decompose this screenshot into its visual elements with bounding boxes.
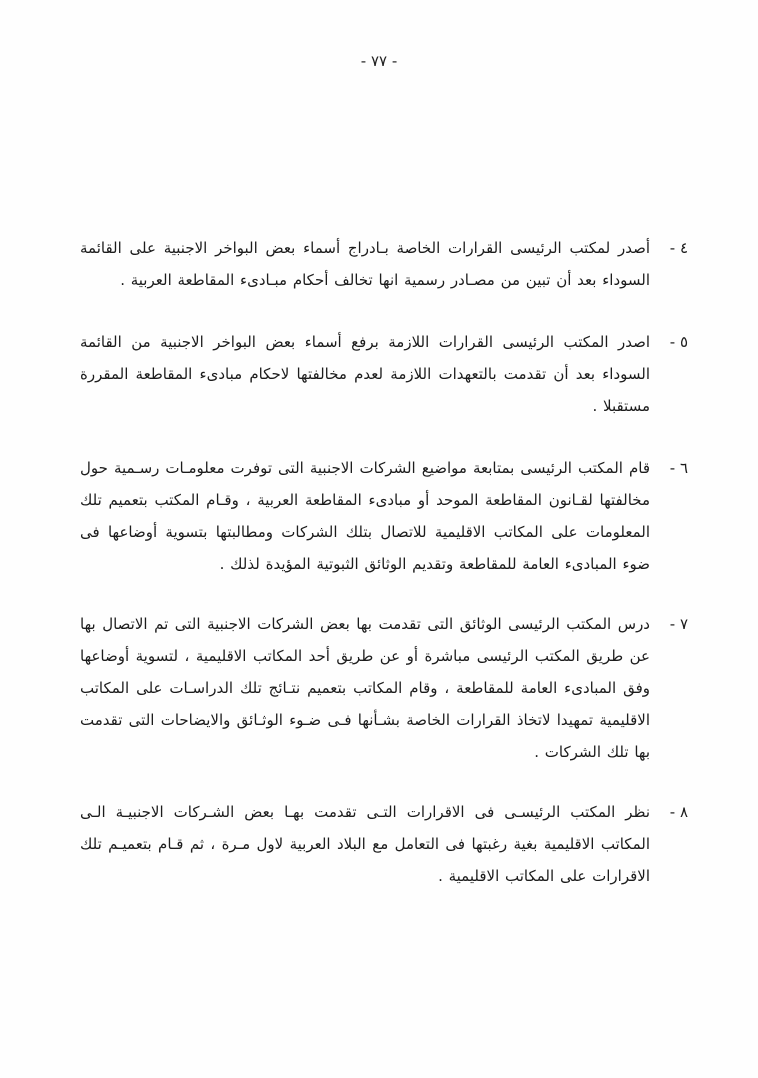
list-item — [80, 326, 688, 422]
page-number: - ٧٧ - — [360, 52, 398, 70]
item-number: ٦ - — [669, 459, 688, 477]
item-number: ٤ - — [669, 239, 688, 257]
list-item — [80, 608, 688, 768]
list-item — [80, 232, 688, 296]
list-item — [80, 452, 688, 580]
item-text: نظر المكتب الرئيسـى فى الاقرارات التـى تقدمت بهـا بعض الشـركات الاجنبيـة الـى المكاتب الاقليمية بغية رغبتها فى التعامل مع البلاد العربية لاول مـرة ، ثم قـام بتعميـم تلك الاقرارات على المكاتب الاقليمية . — [80, 803, 650, 885]
item-text: قام المكتب الرئيسى بمتابعة مواضيع الشركات الاجنبية التى توفرت معلومـات رسـمية حول مخالفتها لقـانون المقاطعة الموحد أو مبادىء المقاطعة العربية ، وقـام المكتب بتعميم تلك المعلومات على المكاتب الاقليمية للاتصال بتلك الشركات ومطالبتها بتسوية أوضاعها فى ضوء المبادىء العامة للمقاطعة وتقديم الوثائق الثبوتية المؤيدة لذلك . — [80, 459, 650, 573]
item-number: ٨ - — [669, 803, 688, 821]
item-text: أصدر لمكتب الرئيسى القرارات الخاصة بـادراج أسماء بعض البواخر الاجنبية على القائمة السوداء بعد أن تبين من مصـادر رسمية انها تخالف أحكام مبـادىء المقاطعة العربية . — [80, 239, 650, 289]
item-text: درس المكتب الرئيسى الوثائق التى تقدمت بها بعض الشركات الاجنبية التى تم الاتصال بها عن طريق المكتب الرئيسى مباشرة أو عن طريق أحد المكاتب الاقليمية ، لتسوية أوضاعها وفق المبادىء العامة للمقاطعة ، وقام المكاتب بتعميم نتـائج تلك الدراسـات على المكاتب الاقليمية تمهيدا لاتخاذ القرارات الخاصة بشـأنها فـى ضـوء الوثـائق والايضاحات التى تقدمت بها تلك الشركات . — [80, 615, 650, 761]
item-number: ٥ - — [669, 333, 688, 351]
list-item — [80, 796, 688, 892]
item-number: ٧ - — [669, 615, 688, 633]
document-body — [80, 232, 688, 922]
item-text: اصدر المكتب الرئيسى القرارات اللازمة برفع أسماء بعض البواخر الاجنبية من القائمة السوداء بعد أن تقدمت بالتعهدات اللازمة لعدم مخالفتها لاحكام مبادىء المقاطعة المقررة مستقبلا . — [80, 333, 650, 415]
